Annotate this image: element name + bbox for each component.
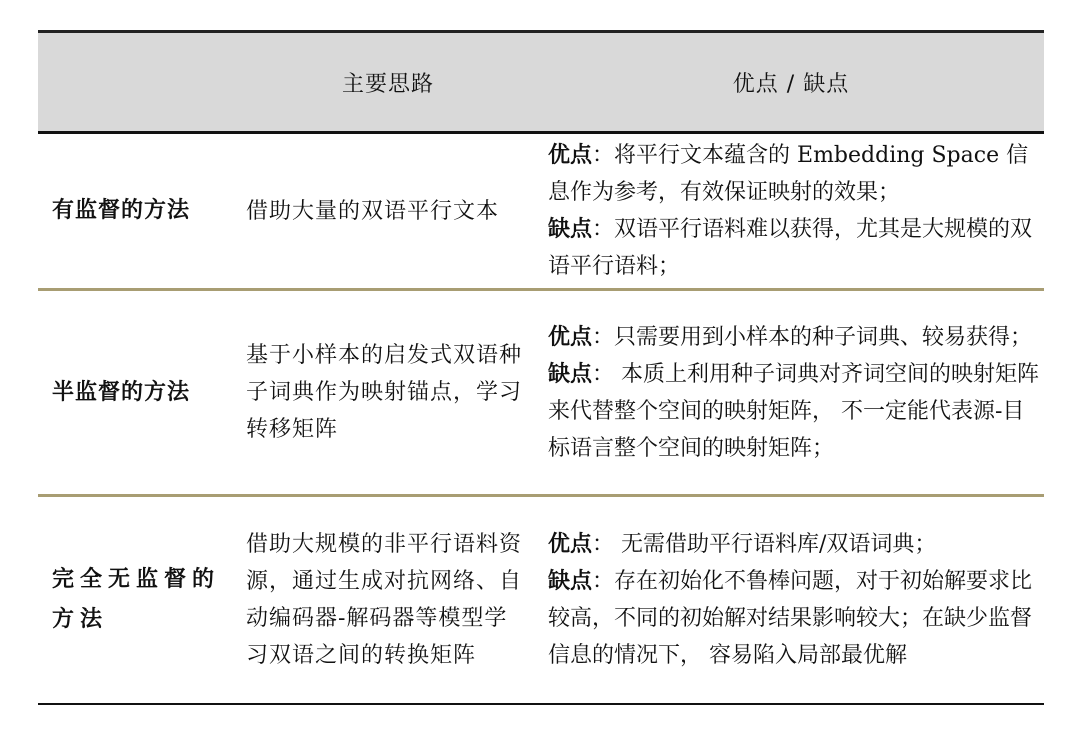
pros-cons-cell	[548, 497, 1042, 703]
header-pros-cons: 优点 / 缺点	[732, 71, 850, 97]
cons-text: ： 本质上利用种子词典对齐词空间的映射矩阵来代替整个空间的映射矩阵， 不一定能代表源-目标语言整个空间的映射矩阵；	[548, 361, 1040, 461]
table-row	[38, 134, 1044, 291]
pros-cons-cell	[548, 291, 1042, 494]
cons-label: 缺点	[548, 360, 593, 387]
pros-paragraph	[548, 137, 1042, 211]
header-main-idea: 主要思路	[341, 71, 434, 97]
pros-label: 优点	[548, 323, 593, 350]
cons-text: ：双语平行语料难以获得，尤其是大规模的双语平行语料；	[548, 217, 1033, 279]
cons-paragraph	[548, 563, 1042, 674]
idea-cell: 借助大规模的非平行语料资源，通过生成对抗网络、自动编码器-解码器等模型学习双语之间的转换矩阵	[246, 532, 523, 668]
pros-text: ：将平行文本蕴含的 Embedding Space 信息作为参考，有效保证映射的效果；	[548, 143, 1029, 205]
table-row	[38, 497, 1044, 705]
pros-text: ：只需要用到小样本的种子词典、较易获得；	[592, 324, 1033, 350]
pros-paragraph	[548, 526, 936, 563]
method-cell: 有监督的方法	[52, 198, 191, 223]
cons-paragraph	[548, 356, 1042, 467]
cons-text: ：存在初始化不鲁棒问题，对于初始解要求比较高，不同的初始解对结果影响较大；在缺少监督信息的情况下， 容易陷入局部最优解	[548, 569, 1033, 668]
idea-cell: 借助大量的双语平行文本	[246, 198, 500, 224]
pros-cons-cell	[548, 134, 1042, 288]
cons-paragraph	[548, 211, 1042, 285]
pros-paragraph	[548, 319, 1032, 356]
method-cell: 半监督的方法	[52, 379, 191, 405]
pros-label: 优点	[548, 142, 593, 168]
idea-cell: 基于小样本的启发式双语种子词典作为映射锚点，学习转移矩阵	[246, 343, 523, 442]
table-header	[38, 33, 1044, 134]
method-cell: 完全无监督的方法	[52, 567, 221, 632]
table-row	[38, 291, 1044, 497]
cons-label: 缺点	[548, 216, 593, 242]
pros-text: ： 无需借助平行语料库/双语词典；	[592, 532, 937, 557]
cons-label: 缺点	[548, 568, 593, 594]
pros-label: 优点	[548, 531, 593, 557]
header-method	[38, 33, 238, 131]
comparison-table	[38, 30, 1044, 705]
